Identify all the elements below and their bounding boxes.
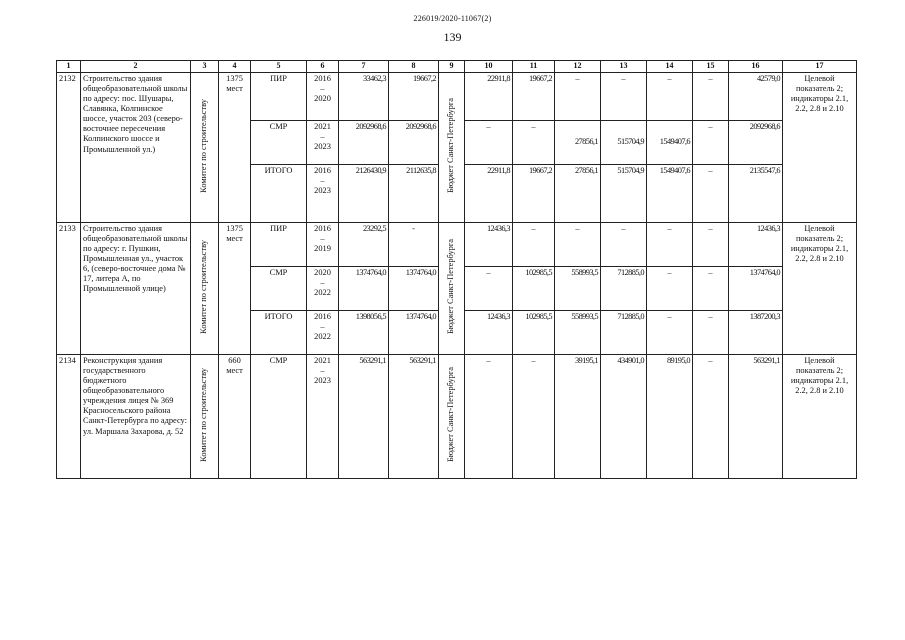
cell-10: – — [465, 355, 513, 479]
cell-7: 1398056,5 — [339, 311, 389, 355]
years — [307, 223, 339, 267]
cell-11: – — [513, 355, 555, 479]
cell-8: 1374764,0 — [389, 267, 439, 311]
cell-8: 2112635,8 — [389, 165, 439, 223]
cell-7: 1374764,0 — [339, 267, 389, 311]
col-header: 11 — [513, 61, 555, 73]
cell-16: 1387200,3 — [729, 311, 783, 355]
cell-15: – — [693, 355, 729, 479]
cell-13: 712885,0 — [601, 311, 647, 355]
cell-13: – — [601, 73, 647, 121]
cell-8: 19667,2 — [389, 73, 439, 121]
col-header: 1 — [57, 61, 81, 73]
year-dash: – — [320, 234, 325, 244]
project-number: 2132 — [57, 73, 81, 223]
table-row — [57, 223, 857, 267]
capacity: 660 мест — [219, 355, 251, 479]
cell-16: 2135547,6 — [729, 165, 783, 223]
committee-cell — [191, 73, 219, 223]
col-header: 3 — [191, 61, 219, 73]
cell-7: 563291,1 — [339, 355, 389, 479]
col-header: 6 — [307, 61, 339, 73]
cell-11: – — [513, 223, 555, 267]
col-header: 8 — [389, 61, 439, 73]
work-type: ИТОГО — [251, 311, 307, 355]
col-header: 14 — [647, 61, 693, 73]
budget-text: Бюджет Санкт-Петербурга — [446, 239, 456, 335]
cell-12: 558993,5 — [555, 267, 601, 311]
document-id: 226019/2020-11067(2) — [413, 14, 492, 23]
work-type: ПИР — [251, 73, 307, 121]
committee-text: Комитет по строительству — [199, 99, 209, 193]
capacity: 1375 мест — [219, 73, 251, 223]
cell-13: 515704,9 — [601, 121, 647, 165]
cell-14: – — [647, 223, 693, 267]
cell-15: – — [693, 311, 729, 355]
col-header: 16 — [729, 61, 783, 73]
target-indicators: Целевой показатель 2; индикаторы 2.1, 2.2, 2.8 и 2.10 — [783, 73, 857, 223]
year-from: 2016 — [314, 166, 331, 175]
col-header: 10 — [465, 61, 513, 73]
cell-16: 1374764,0 — [729, 267, 783, 311]
year-dash: – — [320, 322, 325, 332]
cell-11: 102985,5 — [513, 267, 555, 311]
cell-14: 1549407,6 — [647, 165, 693, 223]
committee-cell — [191, 355, 219, 479]
year-to: 2020 — [314, 94, 331, 104]
year-to: 2023 — [314, 186, 331, 196]
committee-text: Комитет по строительству — [199, 368, 209, 462]
budget-cell — [439, 223, 465, 355]
project-description: Реконструкция здания государственного бюджетного общеобразовательного учреждения лицея № 369 Красносельского района Санкт-Петербурга по адресу: ул. Маршала Захарова, д. 52 — [81, 355, 191, 479]
cell-15: – — [693, 223, 729, 267]
col-header: 12 — [555, 61, 601, 73]
years — [307, 355, 339, 479]
cell-11: 102985,5 — [513, 311, 555, 355]
cell-15: – — [693, 121, 729, 165]
cell-13: – — [601, 223, 647, 267]
cell-15: – — [693, 73, 729, 121]
budget-text: Бюджет Санкт-Петербурга — [446, 98, 456, 194]
cell-11: – — [513, 121, 555, 165]
program-table — [56, 60, 857, 479]
cell-7: 33462,3 — [339, 73, 389, 121]
cell-8: - — [389, 223, 439, 267]
project-description: Строительство здания общеобразовательной школы по адресу: пос. Шушары, Славянка, Колпинское шоссе, участок 203 (северо-восточнее пересечения Колпинского шоссе и Промышленной ул.) — [81, 73, 191, 223]
cell-8: 563291,1 — [389, 355, 439, 479]
cell-12: 39195,1 — [555, 355, 601, 479]
cell-12: 558993,5 — [555, 311, 601, 355]
year-from: 2021 — [314, 356, 331, 365]
years — [307, 165, 339, 223]
year-from: 2016 — [314, 224, 331, 233]
cell-8: 2092968,6 — [389, 121, 439, 165]
year-dash: – — [320, 278, 325, 288]
col-header: 13 — [601, 61, 647, 73]
target-indicators: Целевой показатель 2; индикаторы 2.1, 2.2, 2.8 и 2.10 — [783, 355, 857, 479]
year-dash: – — [320, 176, 325, 186]
cell-12: – — [555, 223, 601, 267]
budget-cell — [439, 355, 465, 479]
cell-15: – — [693, 267, 729, 311]
table-row — [57, 73, 857, 121]
col-header: 2 — [81, 61, 191, 73]
budget-text: Бюджет Санкт-Петербурга — [446, 367, 456, 463]
cell-12: 27856,1 — [555, 121, 601, 165]
budget-cell — [439, 73, 465, 223]
year-to: 2022 — [314, 288, 331, 298]
cell-8: 1374764,0 — [389, 311, 439, 355]
committee-text: Комитет по строительству — [199, 240, 209, 334]
capacity: 1375 мест — [219, 223, 251, 355]
target-indicators: Целевой показатель 2; индикаторы 2.1, 2.2, 2.8 и 2.10 — [783, 223, 857, 355]
cell-14: 89195,0 — [647, 355, 693, 479]
year-dash: – — [320, 366, 325, 376]
cell-11: 19667,2 — [513, 73, 555, 121]
cell-10: – — [465, 267, 513, 311]
cell-14: 1549407,6 — [647, 121, 693, 165]
project-number: 2133 — [57, 223, 81, 355]
cell-13: 712885,0 — [601, 267, 647, 311]
cell-14: – — [647, 73, 693, 121]
cell-12: 27856,1 — [555, 165, 601, 223]
cell-16: 42579,0 — [729, 73, 783, 121]
cell-12: – — [555, 73, 601, 121]
cell-16: 2092968,6 — [729, 121, 783, 165]
cell-10: 12436,3 — [465, 223, 513, 267]
year-to: 2022 — [314, 332, 331, 342]
year-dash: – — [320, 132, 325, 142]
year-to: 2023 — [314, 376, 331, 386]
cell-11: 19667,2 — [513, 165, 555, 223]
years — [307, 311, 339, 355]
col-header: 7 — [339, 61, 389, 73]
table-row — [57, 355, 857, 479]
committee-cell — [191, 223, 219, 355]
col-header: 5 — [251, 61, 307, 73]
cell-15: – — [693, 165, 729, 223]
year-from: 2016 — [314, 312, 331, 321]
project-description: Строительство здания общеобразовательной школы по адресу: г. Пушкин, Промышленная ул., участок 6, (северо-восточнее дома № 17, литера А, по Промышленной улице) — [81, 223, 191, 355]
col-header: 15 — [693, 61, 729, 73]
col-header: 4 — [219, 61, 251, 73]
col-header: 9 — [439, 61, 465, 73]
year-to: 2019 — [314, 244, 331, 254]
years — [307, 121, 339, 165]
cell-14: – — [647, 311, 693, 355]
cell-7: 2126430,9 — [339, 165, 389, 223]
cell-10: 22911,8 — [465, 165, 513, 223]
project-number: 2134 — [57, 355, 81, 479]
cell-10: 12436,3 — [465, 311, 513, 355]
cell-16: 12436,3 — [729, 223, 783, 267]
year-to: 2023 — [314, 142, 331, 152]
years — [307, 73, 339, 121]
cell-10: 22911,8 — [465, 73, 513, 121]
column-number-row — [57, 61, 857, 73]
year-from: 2020 — [314, 268, 331, 277]
work-type: СМР — [251, 267, 307, 311]
page-number: 139 — [443, 30, 462, 44]
year-dash: – — [320, 84, 325, 94]
work-type: ИТОГО — [251, 165, 307, 223]
cell-14: – — [647, 267, 693, 311]
cell-13: 434901,0 — [601, 355, 647, 479]
cell-13: 515704,9 — [601, 165, 647, 223]
cell-16: 563291,1 — [729, 355, 783, 479]
work-type: СМР — [251, 355, 307, 479]
col-header: 17 — [783, 61, 857, 73]
cell-7: 23292,5 — [339, 223, 389, 267]
cell-7: 2092968,6 — [339, 121, 389, 165]
year-from: 2016 — [314, 74, 331, 83]
year-from: 2021 — [314, 122, 331, 131]
cell-10: – — [465, 121, 513, 165]
years — [307, 267, 339, 311]
work-type: ПИР — [251, 223, 307, 267]
work-type: СМР — [251, 121, 307, 165]
